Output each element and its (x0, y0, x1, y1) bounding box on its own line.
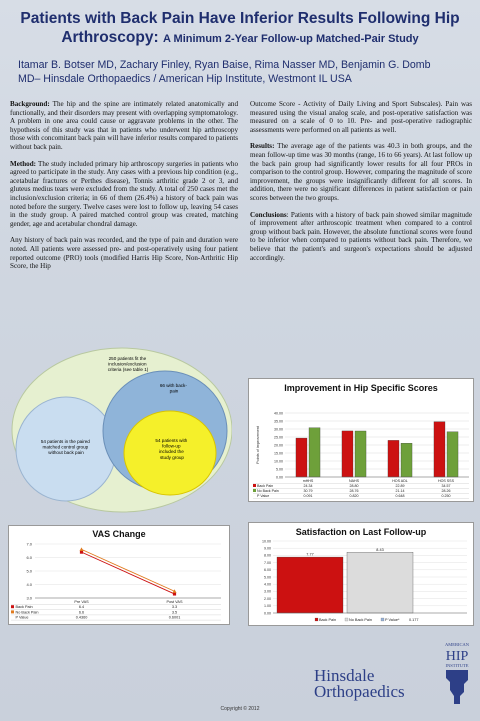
y-tick-label: 5.00 (264, 575, 271, 580)
method-section (10, 160, 238, 229)
copyright: Copyright © 2012 (220, 706, 260, 712)
poster-title-line2 (0, 29, 480, 47)
bar-no-back-pain (347, 552, 413, 613)
bar-back-pain (388, 440, 399, 477)
legend-label: P Value (15, 615, 29, 620)
american-hip-institute-logo (440, 640, 474, 706)
y-tick-label: 15.00 (274, 451, 283, 456)
chart-title: Improvement in Hip Specific Scores (284, 383, 438, 393)
y-tick-label: 6.00 (264, 568, 271, 573)
venn-outer-label: 250 patients fit the inclusion/exclusion criteria (see table 1) (107, 356, 149, 373)
y-tick-label: 2.00 (264, 596, 271, 601)
series-line (82, 552, 175, 594)
background-heading: Background: (10, 100, 50, 108)
background-section (10, 100, 238, 152)
legend-label: Back Pain (257, 484, 274, 488)
legend-label: 0.177 (409, 618, 419, 622)
legend-label: P Value* (385, 618, 400, 622)
ahi-logo-line1: AMERICAN (444, 642, 470, 647)
data-table-value: 28.26 (441, 489, 451, 493)
data-table-value: 0.648 (395, 494, 405, 498)
data-table-value: 0.6001 (168, 615, 181, 620)
legend-swatch (253, 489, 256, 492)
data-point (80, 547, 84, 551)
data-table-value: 34.57 (441, 484, 451, 488)
y-tick-label: 7.0 (26, 541, 32, 547)
method-section-2: Any history of back pain was recorded, and the type of pain and duration were noted. All patients were assessed pre- and post-operatively using four patient reported outcome (PRO) tools (modified Harris Hip Score, Non-Arthritic Hip Score, the Hip (10, 236, 238, 271)
y-tick-label: 4.00 (264, 582, 271, 587)
y-tick-label: 30.00 (274, 427, 283, 432)
chart-title: Satisfaction on Last Follow-up (295, 527, 427, 537)
legend-label: No Back Pain (257, 489, 279, 493)
vas-change-chart (8, 525, 230, 625)
hinsdale-logo (314, 668, 405, 700)
x-tick-label: NAHS (349, 479, 359, 483)
poster-title-cont: Arthroscopy: (61, 29, 159, 46)
data-table-value: 0.250 (441, 494, 451, 498)
x-tick-label: HOS ADL (392, 479, 408, 483)
data-table-value: 0.820 (349, 494, 359, 498)
data-table-value: 24.34 (303, 484, 313, 488)
y-tick-label: 35.00 (274, 419, 283, 424)
y-tick-label: 10.00 (262, 539, 271, 544)
legend-swatch (315, 618, 318, 621)
bar-back-pain (296, 438, 307, 477)
y-tick-label: 8.00 (264, 553, 271, 558)
data-table-value: 22.89 (395, 484, 405, 488)
data-table-value: 3.5 (171, 610, 178, 615)
poster-subtitle: A Minimum 2-Year Follow-up Matched-Pair Study (162, 33, 419, 45)
y-tick-label: 5.0 (26, 568, 32, 574)
chart-title: VAS Change (92, 529, 146, 539)
y-tick-label: 20.00 (274, 443, 283, 448)
data-table-value: 30.79 (303, 489, 313, 493)
conclusions-section (250, 211, 472, 263)
y-tick-label: 40.00 (274, 411, 283, 416)
legend-swatch (345, 618, 348, 621)
bar-no-back-pain (309, 428, 320, 477)
bar-back-pain (434, 422, 445, 477)
poster-title: Patients with Back Pain Have Inferior Results Following Hip (20, 10, 460, 27)
conclusions-text: : Patients with a history of back pain showed similar magnitude of improvement after arthroscopic treatment when compared to a control group without back pain. However, the absolute functional scores were found to be inferior when compared to patients without back pain. Therefore, we believe that the patient's and surgeon's expectations should be adjusted accordingly. (250, 210, 472, 262)
venn-inner-label: 54 patients with follow-up included the study group (155, 438, 188, 460)
data-table-value: 3.3 (171, 605, 178, 610)
patient-flow-venn (8, 345, 232, 515)
results-section (250, 142, 472, 202)
method-text: The study included primary hip arthroscopy surgeries in patients who agreed to participate in the study. Any cases with a previous hip condition (e.g., acetabular fractures or Perthes disease), Tonnis arthritic grade 2 or 3, and gluteus medius tears were excluded from the study. A total of 250 cases met the inclusion/exclusion criteria; in 66 of them (26.4%) a history of back pain was noted before the surgery. Twelve cases were lost to follow up, leaving 54 cases in the study group. A paired matched control group was created, matching gender, age and acetabular chondral damage. (10, 159, 238, 228)
data-table-value: 21.14 (395, 489, 405, 493)
legend-label: Back Pain (319, 618, 337, 622)
left-text-column (10, 100, 238, 279)
legend-swatch (11, 605, 14, 608)
author-list (18, 58, 431, 86)
right-text-column (250, 100, 472, 270)
results-heading: Results: (250, 142, 275, 151)
y-tick-label: 0.00 (276, 475, 283, 480)
results-text: The average age of the patients was 40.3 in both groups, and the mean follow-up time was 30 months (range, 16 to 66 years). At last follow up the back pain group had significantly lower results for all four PROs in comparison to the control group. However, comparing the magnitude of score improvement, the groups were insignificantly different for all scores. In addition, there were no significant differences in patient satisfaction or pain scores between the two groups. (250, 142, 472, 202)
y-tick-label: 6.0 (26, 555, 32, 560)
y-tick-label: 1.00 (264, 604, 271, 609)
legend-label: No Back Pain (15, 610, 39, 615)
venn-control-label: 54 patients in the paired matched control group without back pain (40, 439, 90, 456)
data-label: 7.77 (306, 552, 314, 557)
bar-back-pain (277, 557, 343, 613)
ahi-logo-line2: HIP (445, 649, 469, 664)
x-tick-label: Pre VAS (74, 600, 89, 604)
y-tick-label: 3.00 (264, 589, 271, 594)
y-tick-label: 4.0 (26, 582, 32, 587)
vas-change-plot (9, 526, 229, 624)
method-continued: Outcome Score - Activity of Daily Living and Sport Subscales). Pain was measured using the visual analog scale, and post-operative satisfaction was measured on a scale of 0 to 10. Pre- and post-operative radiographic assessments were performed on all patients as well. (250, 100, 472, 134)
y-axis-label: Points of improvement (256, 426, 260, 464)
data-table-value: 0.091 (303, 494, 313, 498)
data-table-value: 6.6 (78, 610, 85, 615)
bar-no-back-pain (401, 443, 412, 477)
ahi-logo-silhouette (446, 670, 468, 704)
background-text: The hip and the spine are intimately related anatomically and functionally, and their disorders may present with overlapping symptomatology. A problem in one area could cause or aggravate problems in the other. The hypothesis of this study was that in patients who underwent hip arthroscopy those with concomitant back pain will have inferior results compared to patients without back pain. (10, 100, 238, 151)
y-tick-label: 3.0 (26, 595, 32, 601)
data-table-value: 28.76 (349, 489, 359, 493)
series-line (82, 549, 175, 591)
data-label: 8.43 (376, 547, 384, 552)
authors-line1: Itamar B. Botser MD, Zachary Finley, Ryan Baise, Rima Nasser MD, Benjamin G. Domb (18, 59, 431, 71)
hinsdale-logo-line2: Orthopaedics (314, 682, 405, 701)
y-tick-label: 10.00 (274, 459, 283, 464)
data-table-value: 6.4 (78, 605, 85, 610)
method-heading: Method: (10, 159, 37, 168)
y-tick-label: 9.00 (264, 546, 271, 551)
data-table-value: 0.4360 (75, 615, 88, 620)
bar-back-pain (342, 431, 353, 477)
legend-swatch (381, 618, 384, 621)
legend-label: Back Pain (15, 605, 33, 610)
y-tick-label: 7.00 (264, 560, 271, 565)
x-tick-label: Post VAS (166, 600, 183, 604)
data-table-value: 28.80 (349, 484, 359, 488)
x-tick-label: HOS SSS (438, 479, 454, 483)
poster-header (0, 0, 480, 95)
bar-no-back-pain (447, 432, 458, 477)
hip-scores-plot (249, 379, 473, 501)
legend-label: No Back Pain (349, 618, 373, 622)
y-tick-label: 5.00 (276, 467, 283, 472)
authors-line2: MD– Hinsdale Orthopaedics / American Hip Institute, Westmont IL USA (18, 73, 352, 85)
y-tick-label: 25.00 (274, 435, 283, 440)
hip-scores-chart (248, 378, 474, 502)
legend-label: P Value (257, 494, 270, 498)
venn-middle-label: 66 with back- pain (159, 383, 187, 394)
legend-swatch (253, 484, 256, 487)
y-tick-label: 0.00 (264, 611, 271, 616)
satisfaction-chart (248, 522, 474, 626)
conclusions-heading: Conclusions (250, 210, 287, 219)
hinsdale-logo-line1: Hinsdale (314, 666, 375, 685)
legend-swatch (11, 610, 14, 613)
x-tick-label: mHHS (302, 479, 314, 483)
bar-no-back-pain (355, 431, 366, 477)
ahi-logo-line3: INSTITUTE (445, 663, 469, 668)
satisfaction-plot (249, 523, 473, 625)
